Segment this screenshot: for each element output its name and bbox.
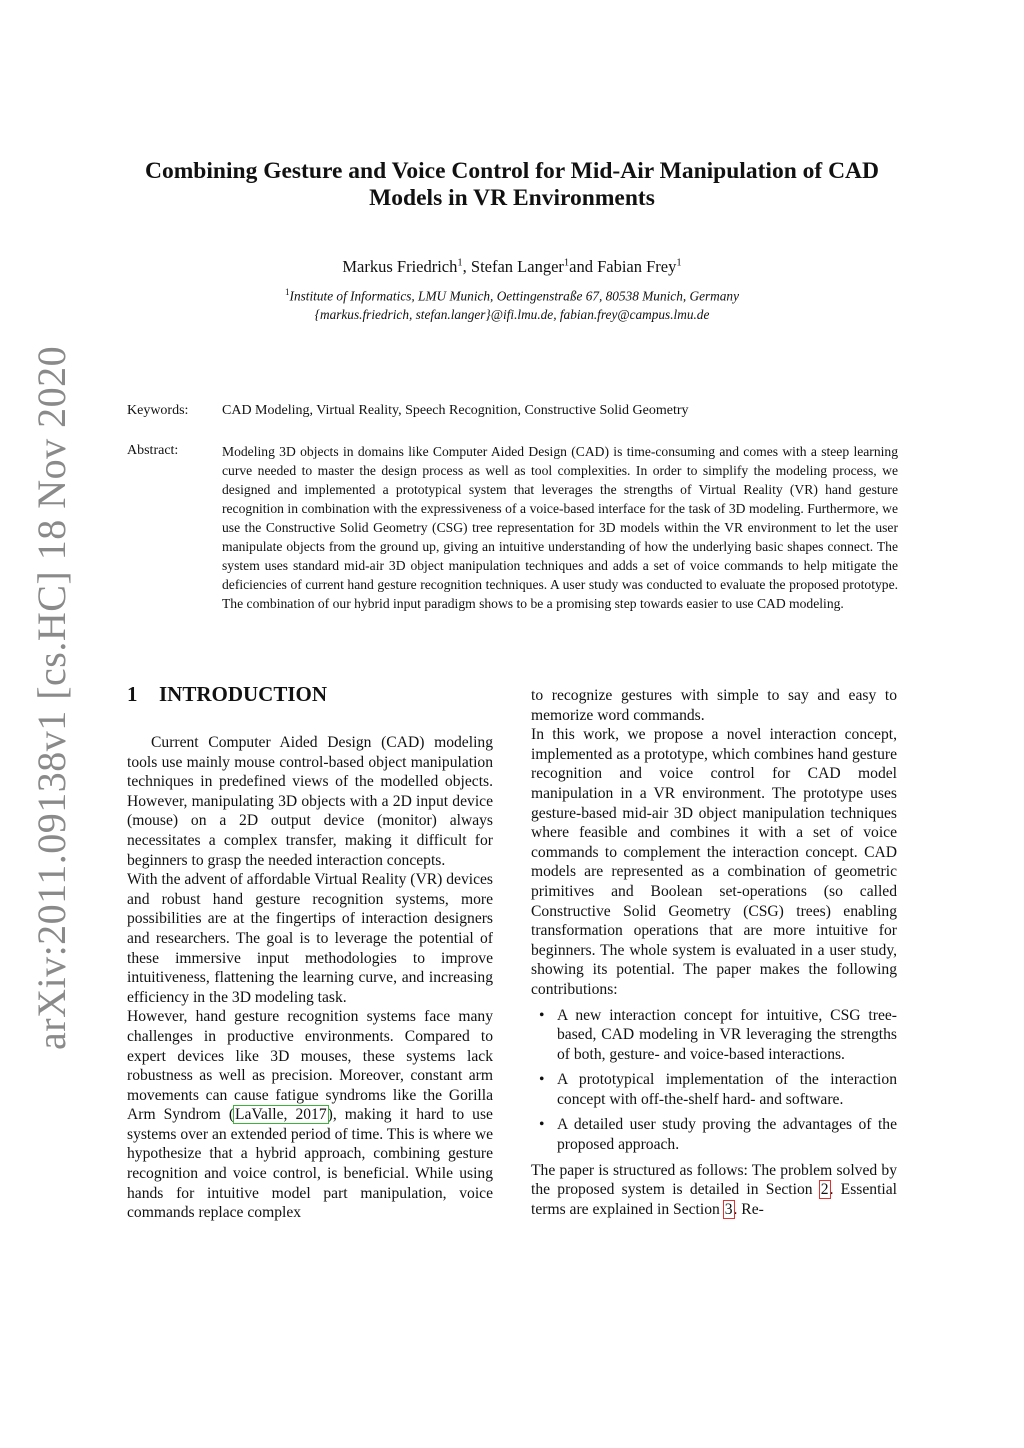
intro-paragraph-3-start: However, hand gesture recognition systems face many challenges in productive environments. Compared to expert devices like 3D mouses, these systems lack robustness as well as precision. Moreover, constant arm movements can cause fatigue syndroms like the Gorilla Arm Syndrom ( (127, 1008, 493, 1124)
intro-paragraph-4: to recognize gestures with simple to say and easy to memorize word commands. (531, 687, 897, 724)
abstract-label: Abstract: (127, 443, 179, 458)
author-separator: , (462, 257, 471, 276)
right-column (531, 686, 897, 1219)
section-number: 1 (127, 682, 138, 706)
intro-paragraph-3-end: ), making it hard to use systems over an extended period of time. This is where we hypothesize that a hybrid approach, combining gesture recognition and voice control, is beneficial. While using hands for intuitive model part manipulation, voice commands replace complex (127, 1106, 493, 1222)
keywords-label: Keywords: (127, 403, 189, 418)
author-1-affil-mark: 1 (457, 257, 463, 269)
section-ref-3-link[interactable]: 3 (724, 1200, 733, 1218)
paper-title (100, 158, 924, 212)
author-and: and (569, 257, 598, 276)
author-3: Fabian Frey (597, 257, 677, 276)
section-ref-2-link[interactable]: 2 (820, 1181, 829, 1199)
intro-paragraph-6-start: The paper is structured as follows: The problem solved by the proposed system is detailed in Section (531, 1161, 897, 1199)
section-title: INTRODUCTION (159, 682, 328, 706)
contributions-list (531, 1006, 897, 1155)
intro-paragraph-6 (531, 1161, 897, 1220)
contribution-item (531, 1070, 897, 1109)
affiliation-mark: 1 (285, 287, 290, 297)
arxiv-stamp-text: arXiv:2011.09138v1 [cs.HC] 18 Nov 2020 (29, 345, 74, 1050)
bullet-icon: • (539, 1006, 545, 1024)
keywords-text: CAD Modeling, Virtual Reality, Speech Recognition, Constructive Solid Geometry (222, 403, 689, 418)
contribution-item (531, 1006, 897, 1065)
author-list (100, 257, 924, 277)
citation-link-lavalle[interactable]: LaValle, 2017 (235, 1106, 327, 1124)
section-heading (127, 682, 327, 707)
author-emails: {markus.friedrich, stefan.langer}@ifi.lmu.de, fabian.frey@campus.lmu.de (314, 307, 710, 323)
intro-paragraph-6-end: . Re- (733, 1200, 764, 1218)
arxiv-stamp (22, 345, 74, 1050)
abstract-text: Modeling 3D objects in domains like Computer Aided Design (CAD) is time-consuming and comes with a steep learning curve needed to master the design process as well as tool complexities. In order to simplify the modeling process, we designed and implemented a prototypical system that leverages the strengths of Virtual Reality (VR) hand gesture recognition in combination with the expressiveness of a voice-based interface for the task of 3D modeling. Furthermore, we use the Constructive Solid Geometry (CSG) tree representation for 3D models within the VR environment to let the user manipulate objects from the ground up, giving an intuitive understanding of how the underlying basic shapes connect. The system uses standard mid-air 3D object manipulation techniques and adds a set of voice commands to help mitigate the deficiencies of current hand gesture recognition techniques. A user study was conducted to evaluate the proposed prototype. The combination of our hybrid input paradigm shows to be a promising step towards easier to use CAD modeling. (222, 444, 898, 611)
intro-paragraph-6-mid: . Essential terms are explained in Section (531, 1181, 897, 1218)
contribution-text: A prototypical implementation of the interaction concept with off-the-shelf hard- and software. (557, 1071, 897, 1108)
affiliation-text: Institute of Informatics, LMU Munich, Oettingenstraße 67, 80538 Munich, Germany (289, 288, 739, 304)
bullet-icon: • (539, 1116, 545, 1134)
author-1: Markus Friedrich (342, 257, 458, 276)
left-column (127, 733, 493, 1223)
contribution-text: A detailed user study proving the advantages of the proposed approach. (557, 1116, 897, 1154)
bullet-icon: • (539, 1071, 545, 1089)
title-line-1: Combining Gesture and Voice Control for Mid-Air Manipulation of CAD (145, 158, 879, 184)
intro-paragraph-1: Current Computer Aided Design (CAD) modeling tools use mainly mouse control-based object manipulation techniques in predefined views of the modelled objects. However, manipulating 3D objects with a 2D input device (mouse) on a 2D output device (monitor) always necessitates a complex transfer, making it difficult for beginners to grasp the needed interaction concepts. (127, 734, 493, 869)
intro-paragraph-5: In this work, we propose a novel interaction concept, implemented as a prototype, which combines hand gesture recognition and voice control for CAD model manipulation in a VR environment. The prototype uses gesture-based mid-air 3D object manipulation techniques where feasible and combines it with a set of voice commands to complement the interaction concept. CAD models are represented as a combination of geometric primitives and Boolean set-operations (so called Constructive Solid Geometry (CSG) trees) enabling transformation operations that are more intuitive for beginners. The whole system is evaluated in a user study, showing its potential. The paper makes the following contributions: (531, 726, 897, 998)
author-2-affil-mark: 1 (563, 257, 570, 269)
intro-paragraph-3 (127, 1007, 493, 1223)
author-2: Stefan Langer (470, 257, 564, 276)
intro-paragraph-2: With the advent of affordable Virtual Reality (VR) devices and robust hand gesture recognition systems, more possibilities are at the fingertips of interaction designers and researchers. The goal is to leverage the potential of these immersive input methodologies to improve intuitiveness, flattening the learning curve, and increasing efficiency in the 3D modeling task. (127, 871, 493, 1006)
title-line-2: Models in VR Environments (369, 185, 655, 211)
author-3-affil-mark: 1 (676, 257, 682, 269)
affiliation-block (100, 283, 924, 324)
contribution-text: A new interaction concept for intuitive, CSG tree-based, CAD modeling in VR leveraging the strengths of both, gesture- and voice-based interactions. (557, 1006, 897, 1063)
contribution-item (531, 1115, 897, 1154)
